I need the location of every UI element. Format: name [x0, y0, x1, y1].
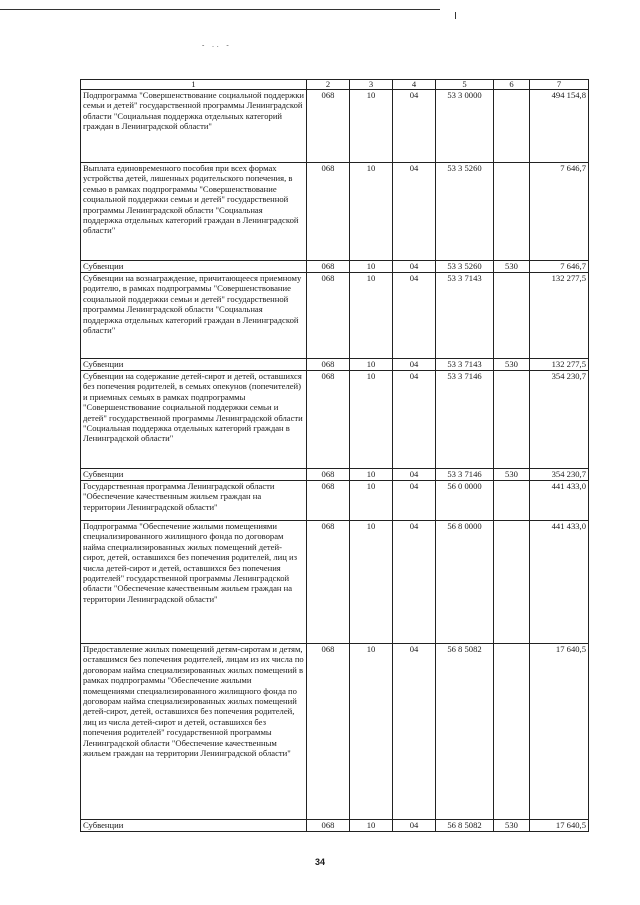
table-row	[81, 481, 589, 521]
target-article-code: 53 3 7143	[436, 359, 494, 371]
expense-type-code: 530	[494, 469, 530, 481]
amount: 132 277,5	[530, 359, 589, 371]
row-name: Субвенции на содержание детей-сирот и детей, оставшихся без попечения родителей, в семьях опекунов (попечителей) и приемных семьях в рамках подпрограммы "Совершенствование социальной поддержки семьи и детей" государственной программы Ленинградской области "Социальная поддержка отдельных категорий граждан в Ленинградской области"	[81, 371, 307, 469]
subsection-code: 04	[393, 261, 436, 273]
amount: 17 640,5	[530, 820, 589, 832]
column-number: 4	[393, 80, 436, 90]
subsection-code: 04	[393, 90, 436, 163]
column-number-row	[81, 80, 589, 90]
column-number: 7	[530, 80, 589, 90]
amount: 494 154,8	[530, 90, 589, 163]
row-name: Предоставление жилых помещений детям-сиротам и детям, оставшимся без попечения родителей, лицам из их числа по договорам найма специализированных жилых помещений в рамках подпрограммы "Обеспечение жилыми помещениями специализированного жилищного фонда по договорам найма специализированных жилых помещений детей-сирот, детей, оставшихся без попечения родителей, лиц из числа детей-сирот и детей, оставшихся без попечения родителей" государственной программы Ленинградской области "Обеспечение качественным жильем граждан на территории Ленинградской области"	[81, 644, 307, 820]
row-name: Подпрограмма "Совершенствование социальной поддержки семьи и детей" государственной программы Ленинградской области "Социальная поддержка отдельных категорий граждан в Ленинградской области"	[81, 90, 307, 163]
section-code: 10	[350, 371, 393, 469]
target-article-code: 56 8 5082	[436, 644, 494, 820]
table-row	[81, 359, 589, 371]
amount: 441 433,0	[530, 481, 589, 521]
ministry-code: 068	[307, 644, 350, 820]
target-article-code: 53 3 0000	[436, 90, 494, 163]
section-code: 10	[350, 90, 393, 163]
scan-marks: - .. -	[202, 41, 232, 49]
ministry-code: 068	[307, 820, 350, 832]
subsection-code: 04	[393, 371, 436, 469]
page-number: 34	[314, 857, 325, 867]
section-code: 10	[350, 521, 393, 644]
target-article-code: 53 3 7146	[436, 371, 494, 469]
expense-type-code: 530	[494, 359, 530, 371]
ministry-code: 068	[307, 371, 350, 469]
expense-type-code	[494, 163, 530, 261]
row-name: Выплата единовременного пособия при всех формах устройства детей, лишенных родительского попечения, в семью в рамках подпрограммы "Совершенствование социальной поддержки семьи и детей" государственной программы Ленинградской области "Социальная поддержка отдельных категорий граждан в Ленинградской области"	[81, 163, 307, 261]
row-name: Субвенции	[81, 261, 307, 273]
subsection-code: 04	[393, 820, 436, 832]
amount: 441 433,0	[530, 521, 589, 644]
row-name: Государственная программа Ленинградской области "Обеспечение качественным жильем граждан на территории Ленинградской области"	[81, 481, 307, 521]
section-code: 10	[350, 820, 393, 832]
target-article-code: 53 3 5260	[436, 261, 494, 273]
ministry-code: 068	[307, 261, 350, 273]
amount: 17 640,5	[530, 644, 589, 820]
table-row	[81, 469, 589, 481]
table-row	[81, 371, 589, 469]
ministry-code: 068	[307, 359, 350, 371]
target-article-code: 56 0 0000	[436, 481, 494, 521]
table-row	[81, 163, 589, 261]
row-name: Субвенции	[81, 359, 307, 371]
amount: 7 646,7	[530, 163, 589, 261]
subsection-code: 04	[393, 273, 436, 359]
row-name: Подпрограмма "Обеспечение жилыми помещениями специализированного жилищного фонда по договорам найма специализированных жилых помещений детей-сирот, детей, оставшихся без попечения родителей, лиц из числа детей-сирот и детей, оставшихся без попечения родителей" государственной программы Ленинградской области "Обеспечение качественным жильем граждан на территории Ленинградской области"	[81, 521, 307, 644]
target-article-code: 56 8 5082	[436, 820, 494, 832]
section-code: 10	[350, 481, 393, 521]
target-article-code: 56 8 0000	[436, 521, 494, 644]
expense-type-code	[494, 644, 530, 820]
row-name: Субвенции	[81, 820, 307, 832]
table-row	[81, 273, 589, 359]
expense-type-code: 530	[494, 261, 530, 273]
scan-tick-mark	[455, 12, 456, 19]
expense-type-code	[494, 371, 530, 469]
subsection-code: 04	[393, 359, 436, 371]
subsection-code: 04	[393, 469, 436, 481]
section-code: 10	[350, 359, 393, 371]
table-row	[81, 261, 589, 273]
column-number: 1	[81, 80, 307, 90]
expense-type-code	[494, 481, 530, 521]
table-row	[81, 521, 589, 644]
column-number: 3	[350, 80, 393, 90]
expense-type-code	[494, 521, 530, 644]
ministry-code: 068	[307, 163, 350, 261]
top-scan-rule	[0, 9, 440, 10]
amount: 354 230,7	[530, 469, 589, 481]
row-name: Субвенции	[81, 469, 307, 481]
table-row	[81, 644, 589, 820]
section-code: 10	[350, 469, 393, 481]
column-number: 5	[436, 80, 494, 90]
section-code: 10	[350, 273, 393, 359]
expense-type-code	[494, 90, 530, 163]
column-number: 6	[494, 80, 530, 90]
table-row	[81, 90, 589, 163]
ministry-code: 068	[307, 469, 350, 481]
section-code: 10	[350, 261, 393, 273]
amount: 7 646,7	[530, 261, 589, 273]
ministry-code: 068	[307, 90, 350, 163]
ministry-code: 068	[307, 481, 350, 521]
section-code: 10	[350, 644, 393, 820]
ministry-code: 068	[307, 273, 350, 359]
subsection-code: 04	[393, 521, 436, 644]
table-row	[81, 820, 589, 832]
target-article-code: 53 3 7143	[436, 273, 494, 359]
subsection-code: 04	[393, 644, 436, 820]
amount: 132 277,5	[530, 273, 589, 359]
section-code: 10	[350, 163, 393, 261]
ministry-code: 068	[307, 521, 350, 644]
budget-table	[80, 79, 589, 832]
column-number: 2	[307, 80, 350, 90]
subsection-code: 04	[393, 163, 436, 261]
expense-type-code	[494, 273, 530, 359]
target-article-code: 53 3 7146	[436, 469, 494, 481]
row-name: Субвенции на вознаграждение, причитающееся приемному родителю, в рамках подпрограммы "Совершенствование социальной поддержки семьи и детей" государственной программы Ленинградской области "Социальная поддержка отдельных категорий граждан в Ленинградской области"	[81, 273, 307, 359]
amount: 354 230,7	[530, 371, 589, 469]
expense-type-code: 530	[494, 820, 530, 832]
subsection-code: 04	[393, 481, 436, 521]
target-article-code: 53 3 5260	[436, 163, 494, 261]
